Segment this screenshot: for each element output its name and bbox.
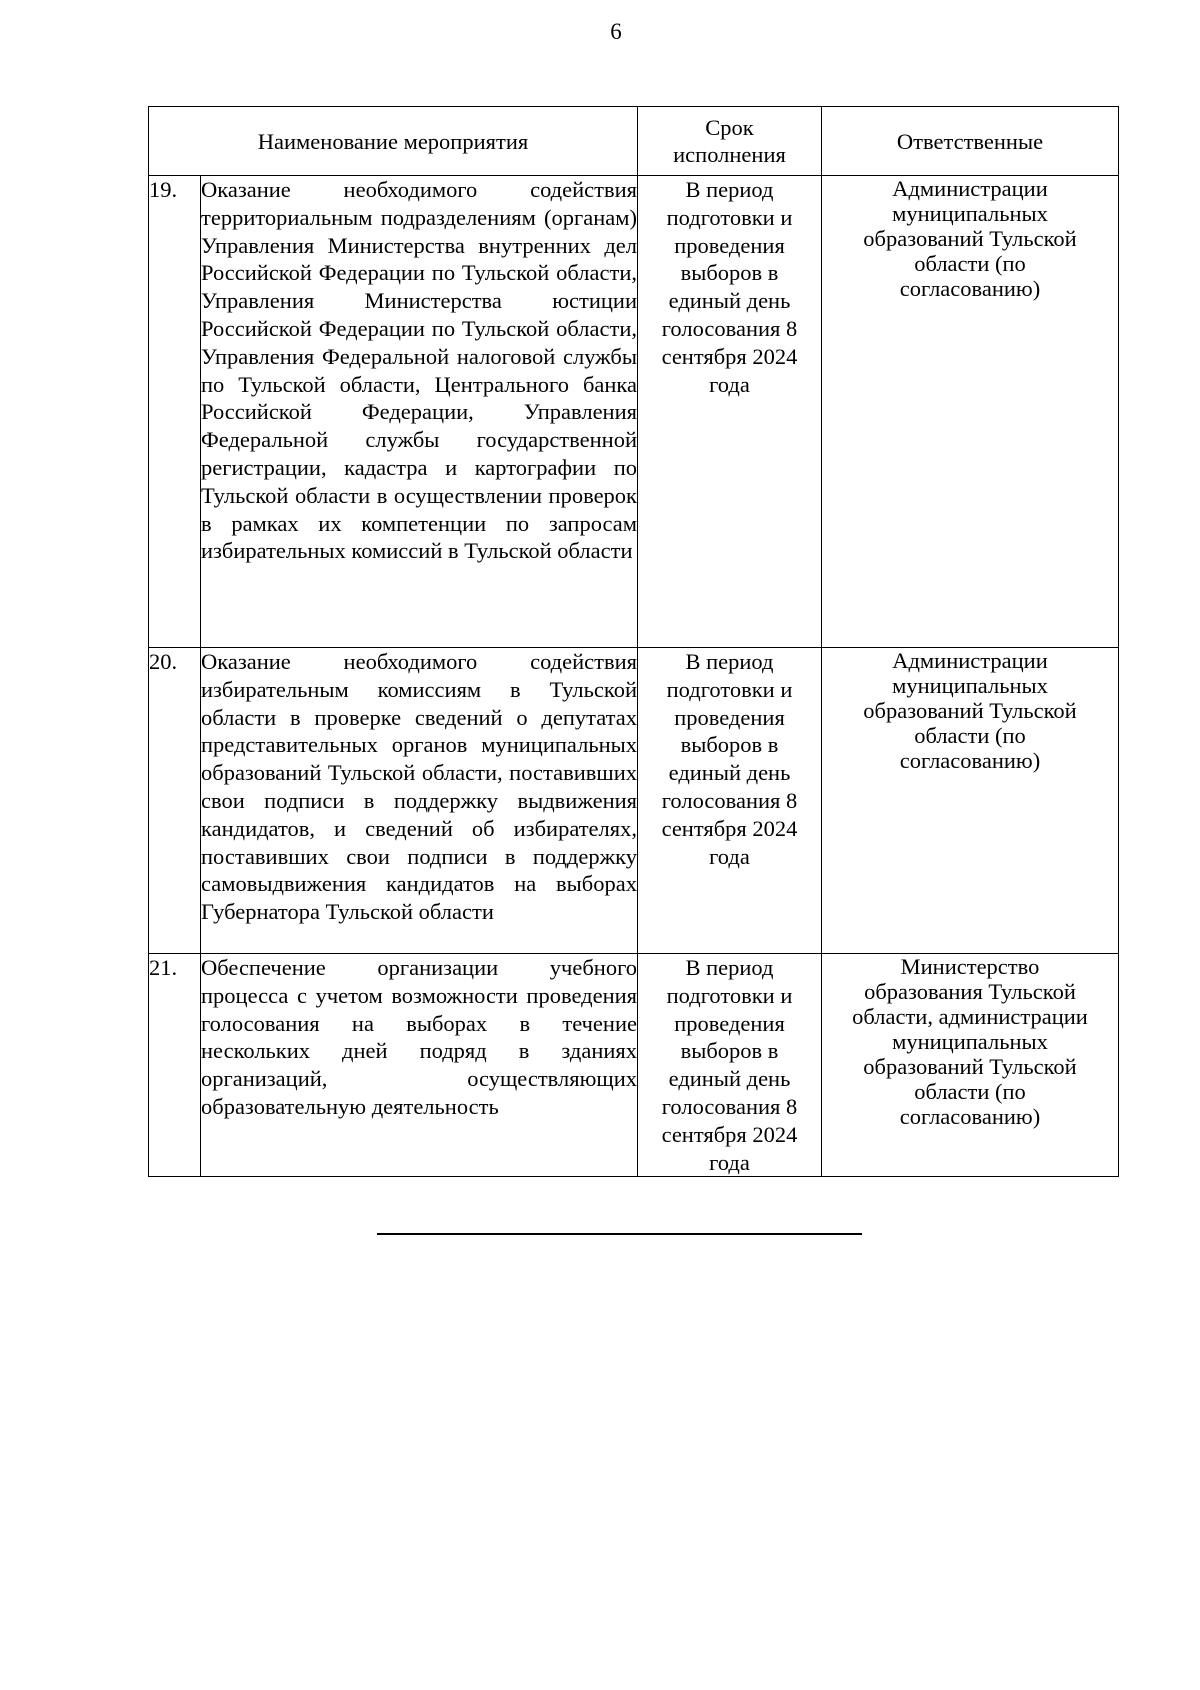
row-number: 19.	[149, 176, 201, 648]
event-responsible-text: Администрации муниципальных образований Тульской области (по согласованию)	[863, 648, 1077, 773]
event-responsible	[822, 648, 1119, 954]
table-header-row	[149, 107, 1119, 176]
table-row	[149, 648, 1119, 954]
event-responsible	[822, 954, 1119, 1177]
events-table	[148, 106, 1119, 1177]
event-responsible-text: Министерство образования Тульской области, администрации муниципальных образований Тульской области (по согласованию)	[852, 954, 1088, 1129]
event-description: Оказание необходимого содействия избирательным комиссиям в Тульской области в проверке сведений о депутатах представительных органов муниципальных образований Тульской области, поставивших свои подписи в поддержку выдвижения кандидатов, и сведений об избирателях, поставивших свои подписи в поддержку самовыдвижения кандидатов на выборах Губернатора Тульской области	[201, 648, 638, 954]
event-term-text: В период подготовки и проведения выборов в единый день голосования 8 сентября 2024 года	[661, 177, 798, 397]
event-term	[638, 648, 822, 954]
header-responsible: Ответственные	[822, 107, 1119, 176]
event-description: Оказание необходимого содействия территориальным подразделениям (органам) Управления Министерства внутренних дел Российской Федерации по Тульской области, Управления Министерства юстиции Российской Федерации по Тульской области, Управления Федеральной налоговой службы по Тульской области, Центрального банка Российской Федерации, Управления Федеральной службы государственной регистрации, кадастра и картографии по Тульской области в осуществлении проверок в рамках их компетенции по запросам избирательных комиссий в Тульской области	[201, 176, 638, 648]
page-number: 6	[610, 19, 622, 44]
event-responsible-text: Администрации муниципальных образований Тульской области (по согласованию)	[863, 176, 1077, 301]
table-row	[149, 176, 1119, 648]
event-term-text: В период подготовки и проведения выборов в единый день голосования 8 сентября 2024 года	[661, 955, 798, 1175]
event-term-text: В период подготовки и проведения выборов в единый день голосования 8 сентября 2024 года	[661, 649, 798, 869]
event-term	[638, 954, 822, 1177]
header-event-name: Наименование мероприятия	[149, 107, 638, 176]
end-divider-line	[377, 1233, 862, 1235]
table-row	[149, 954, 1119, 1177]
event-responsible	[822, 176, 1119, 648]
event-description: Обеспечение организации учебного процесса с учетом возможности проведения голосования на выборах в течение нескольких дней подряд в зданиях организаций, осуществляющих образовательную деятельность	[201, 954, 638, 1177]
row-number: 21.	[149, 954, 201, 1177]
header-term	[638, 107, 822, 176]
event-term	[638, 176, 822, 648]
row-number: 20.	[149, 648, 201, 954]
header-term-label: Срок исполнения	[673, 115, 786, 167]
